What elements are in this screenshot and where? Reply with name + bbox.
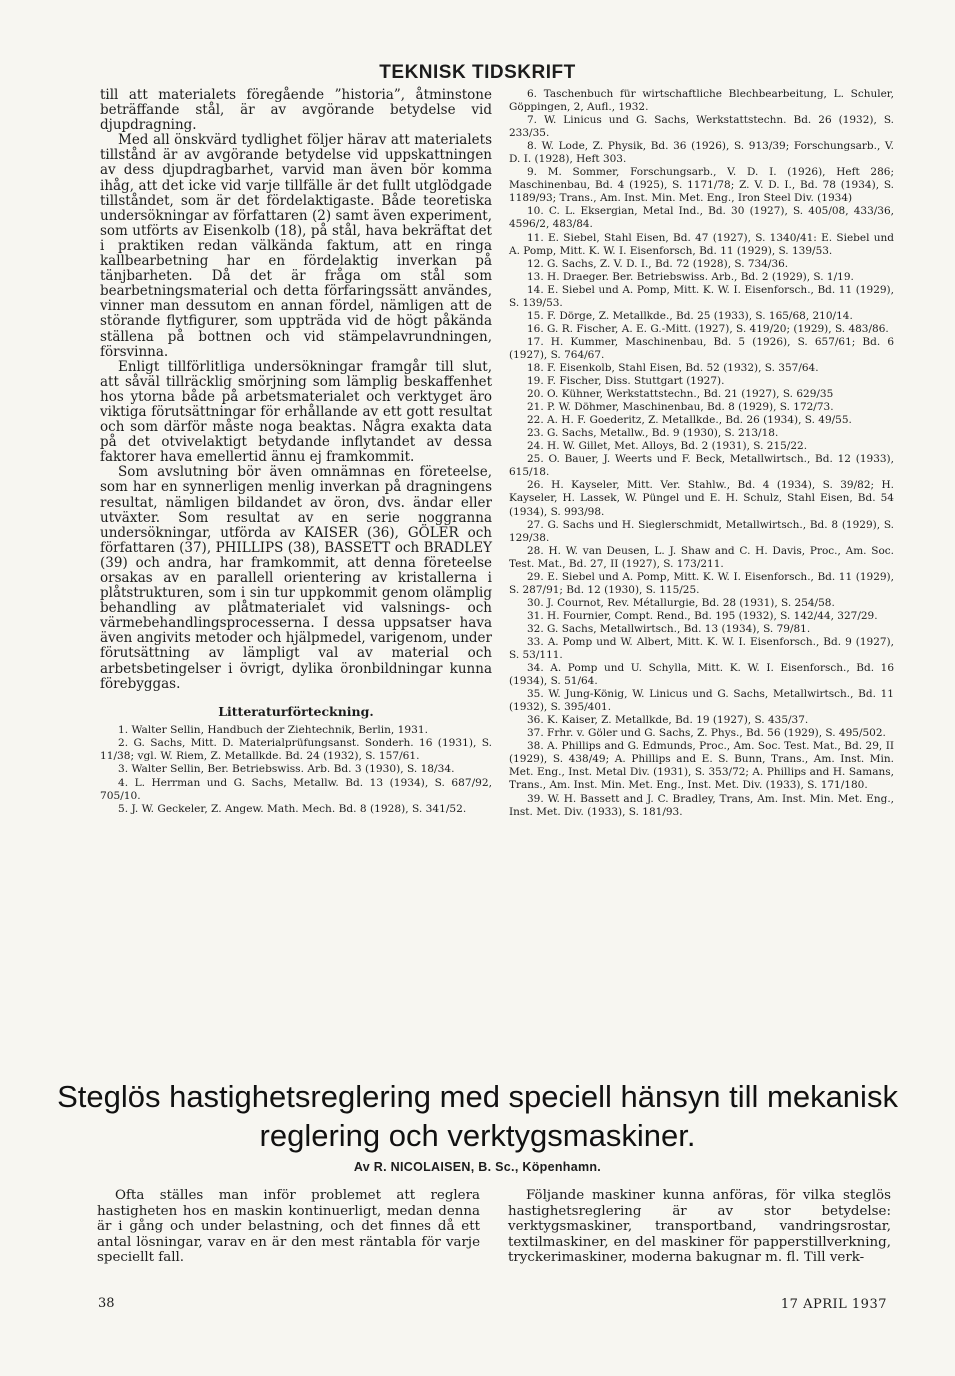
body-paragraph: Med all önskvärd tydlighet följer härav att materialets tillstånd är av avgörande betydelse vid uppskattningen av dess djupdragbarhet, varvid man även bör komma ihåg, att det icke vid varje tillfälle är det fullt utglödgade tillståndet, som är det fördelaktigaste. Både teoretiska undersökningar av författaren (2) samt även experiment, som utförts av Eisenkolb (18), på stål, hava bekräftat det i praktiken redan välkända faktum, att en ringa kallbearbetning har en fördelaktig inverkan på tänjbarheten. Då det är fråga om stål som bearbetningsmaterial och detta förfaringssätt användes, vinner man dessutom en annan fördel, nämligen att de störande flytfigurer, som uppträda vid de högt påkända ställena på bottnen och vid stämpelavrundningen, försvinna. <box>100 132 492 360</box>
reference-item: 29. E. Siebel und A. Pomp, Mitt. K. W. I. Eisenforsch., Bd. 11 (1929), S. 287/91; Bd. 12 (1930), S. 115/25. <box>509 570 894 596</box>
page-number: 38 <box>98 1296 115 1311</box>
reference-item: 4. L. Herrman und G. Sachs, Metallw. Bd. 13 (1934), S. 687/92, 705/10. <box>100 776 492 802</box>
reference-item: 33. A. Pomp und W. Albert, Mitt. K. W. I. Eisenforsch., Bd. 9 (1927), S. 53/111. <box>509 635 894 662</box>
reference-item: 37. Frhr. v. Göler und G. Sachs, Z. Phys., Bd. 56 (1929), S. 495/502. <box>527 727 886 740</box>
reference-item: 19. F. Fischer, Diss. Stuttgart (1927). <box>527 375 725 388</box>
journal-title: TEKNISK TIDSKRIFT <box>379 62 576 83</box>
reference-item: 14. E. Siebel und A. Pomp, Mitt. K. W. I. Eisenforsch., Bd. 11 (1929), S. 139/53. <box>509 283 894 309</box>
reference-item: 36. K. Kaiser, Z. Metallkde, Bd. 19 (1927), S. 435/37. <box>527 714 809 727</box>
reference-item: 20. O. Kühner, Werkstattstechn., Bd. 21 (1927), S. 629/35 <box>527 388 834 401</box>
body-paragraph: till att materialets föregående ”historia”, åtminstone beträffande stål, är av avgörande betydelse vid djupdragning. <box>100 87 492 134</box>
reference-item: 38. A. Phillips and G. Edmunds, Proc., Am. Soc. Test. Mat., Bd. 29, II (1929), S. 438/49; A. Phillips and E. S. Bunn, Trans., Am. Inst. Min. Met. Eng., Inst. Metal Div. (1931), S. 353/72; A. Phillips and H. Samans, Trans., Am. Inst. Min. Met. Eng., Inst. Met. Div. (1933), S. 171/180. <box>509 740 894 792</box>
article-author: Av R. NICOLAISEN, B. Sc., Köpenhamn. <box>353 1160 602 1174</box>
reference-item: 26. H. Kayseler, Mitt. Ver. Stahlw., Bd. 4 (1934), S. 39/82; H. Kayseler, H. Lassek, W. Püngel und E. H. Schulz, Stahl Eisen, Bd. 54 (1934), S. 993/98. <box>509 479 894 518</box>
reference-item: 8. W. Lode, Z. Physik, Bd. 36 (1926), S. 913/39; Forschungsarb., V. D. I. (1928), Heft 303. <box>509 140 894 166</box>
reference-item: 16. G. R. Fischer, A. E. G.-Mitt. (1927), S. 419/20; (1929), S. 483/86. <box>527 322 889 335</box>
reference-item: 28. H. W. van Deusen, L. J. Shaw and C. H. Davis, Proc., Am. Soc. Test. Mat., Bd. 27, II (1927), S. 173/211. <box>509 544 894 570</box>
reference-item: 15. F. Dörge, Z. Metallkde., Bd. 25 (1933), S. 165/68, 210/14. <box>527 309 853 322</box>
intro-paragraph-left: Ofta ställes man inför problemet att reglera hastigheten hos en maskin kontinuerligt, medan denna är i gång och under belastning, och det finnes då ett antal lösningar, varav en är den mest räntabla för varje speciellt fall. <box>97 1188 480 1266</box>
reference-item: 21. P. W. Döhmer, Maschinenbau, Bd. 8 (1929), S. 172/73. <box>527 401 834 414</box>
reference-item: 7. W. Linicus und G. Sachs, Werkstattstechn. Bd. 26 (1932), S. 233/35. <box>509 114 894 140</box>
reference-item: 11. E. Siebel, Stahl Eisen, Bd. 47 (1927), S. 1340/41: E. Siebel und A. Pomp, Mitt. K. W. I. Eisenforsch, Bd. 11 (1929), S. 139/53. <box>509 231 894 257</box>
reference-item: 34. A. Pomp und U. Schylla, Mitt. K. W. I. Eisenforsch., Bd. 16 (1934), S. 51/64. <box>509 662 894 688</box>
right-column-references <box>509 88 894 819</box>
reference-item: 25. O. Bauer, J. Weerts und F. Beck, Metallwirtsch., Bd. 12 (1933), 615/18. <box>509 453 894 479</box>
reference-item: 27. G. Sachs und H. Sieglerschmidt, Metallwirtsch., Bd. 8 (1929), S. 129/38. <box>509 518 894 544</box>
reference-item: 23. G. Sachs, Metallw., Bd. 9 (1930), S. 213/18. <box>527 427 779 440</box>
reference-item: 12. G. Sachs, Z. V. D. I., Bd. 72 (1928), S. 734/36. <box>527 257 789 270</box>
reference-item: 39. W. H. Bassett and J. C. Bradley, Trans, Am. Inst. Min. Met. Eng., Inst. Met. Div. (1933), S. 181/93. <box>509 792 894 818</box>
body-paragraph: Enligt tillförlitliga undersökningar framgår till slut, att såväl tillräcklig smörjning som lämplig beskaffenhet hos ytorna både på arbetsmaterialet och verktyget äro viktiga förutsättningar för erhållande av ett gott resultat och som därför måste noga beaktas. Några exakta data på det otvivelaktigt betydande inflytandet av dessa faktorer hava emellertid ännu ej framkommit. <box>100 358 492 466</box>
reference-item: 24. H. W. Gillet, Met. Alloys, Bd. 2 (1931), S. 215/22. <box>527 440 808 453</box>
references-heading: Litteraturförteckning. <box>218 703 374 719</box>
reference-item: 3. Walter Sellin, Ber. Betriebswiss. Arb. Bd. 3 (1930), S. 18/34. <box>118 763 455 776</box>
reference-item: 35. W. Jung-König, W. Linicus und G. Sachs, Metallwirtsch., Bd. 11 (1932), S. 395/401. <box>509 688 894 714</box>
reference-item: 6. Taschenbuch für wirtschaftliche Blechbearbeitung, L. Schuler, Göppingen, 2, Aufl., 1932. <box>509 88 894 114</box>
reference-item: 22. A. H. F. Goederitz, Z. Metallkde., Bd. 26 (1934), S. 49/55. <box>527 414 852 427</box>
reference-item: 10. C. L. Eksergian, Metal Ind., Bd. 30 (1927), S. 405/08, 433/36, 4596/2, 483/84. <box>509 205 894 231</box>
reference-item: 5. J. W. Geckeler, Z. Angew. Math. Mech. Bd. 8 (1928), S. 341/52. <box>118 803 467 816</box>
reference-item: 9. M. Sommer, Forschungsarb., V. D. I. (1926), Heft 286; Maschinenbau, Bd. 4 (1925), S. 1171/78; Z. V. D. I., Bd. 78 (1934), S. 1189/93; Trans., Am. Inst. Min. Met. Eng., Iron Steel Div. (1934) <box>509 166 894 205</box>
reference-item: 17. H. Kummer, Maschinenbau, Bd. 5 (1926), S. 657/61; Bd. 6 (1927), S. 764/67. <box>509 335 894 361</box>
reference-item: 18. F. Eisenkolb, Stahl Eisen, Bd. 52 (1932), S. 357/64. <box>527 361 819 374</box>
intro-paragraph-right: Följande maskiner kunna anföras, för vilka steglös hastighetsreglering är av stor betydelse: verktygsmaskiner, transportband, vandringsrostar, textilmaskiner, en del maskiner för papperstillverkning, tryckerimaskiner, moderna bakugnar m. fl. Till verk- <box>508 1188 891 1266</box>
reference-item: 1. Walter Sellin, Handbuch der Ziehtechnik, Berlin, 1931. <box>118 723 428 736</box>
reference-item: 31. H. Fournier, Compt. Rend., Bd. 195 (1932), S. 142/44, 327/29. <box>527 609 878 622</box>
body-paragraph: Som avslutning bör även omnämnas en företeelse, som har en synnerligen menlig inverkan på dragningens resultat, nämligen bildandet av öron, dvs. ändar eller utväxter. Som resultat av en serie noggranna undersökningar, utförda av KAISER (36), GÖLER och författaren (37), PHILLIPS (38), BASSETT och BRADLEY (39) och andra, har framkommit, att denna företeelse orsakas av en parallell orientering av kristallerna i plåtstrukturen, som i sin tur uppkommit genom olämplig behandling av plåtmaterialet vid valsnings- och värmebehandlingsprocesserna. I dessa uppsatser hava även angivits metoder och hjälpmedel, varigenom, under förutsättning av lämpligt val av material och arbetsbetingelser i övrigt, dylika öronbildningar kunna förebyggas. <box>100 464 492 692</box>
reference-item: 13. H. Draeger. Ber. Betriebswiss. Arb., Bd. 2 (1929), S. 1/19. <box>527 270 854 283</box>
issue-date: 17 APRIL 1937 <box>780 1297 887 1312</box>
left-column <box>100 88 492 816</box>
reference-item: 30. J. Cournot, Rev. Métallurgie, Bd. 28 (1931), S. 254/58. <box>527 596 835 609</box>
article-title: Steglös hastighetsreglering med speciell hänsyn till mekanisk reglering och verktygsmaskiner. <box>57 1079 898 1153</box>
reference-item: 32. G. Sachs, Metallwirtsch., Bd. 13 (1934), S. 79/81. <box>527 622 811 635</box>
reference-item: 2. G. Sachs, Mitt. D. Materialprüfungsanst. Sonderh. 16 (1931), S. 11/38; vgl. W. Riem, Z. Metallkde. Bd. 24 (1932), S. 157/61. <box>100 737 492 763</box>
